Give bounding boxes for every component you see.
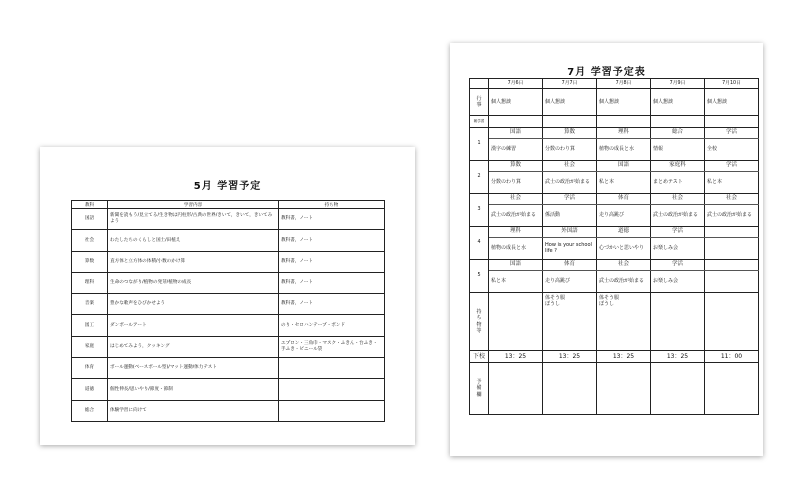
july-notes-row	[470, 363, 759, 415]
notes-cell	[543, 363, 597, 415]
may-items	[279, 379, 385, 400]
period-subject-row	[470, 227, 759, 238]
may-row	[72, 400, 385, 421]
period-subject: 社会	[651, 194, 705, 205]
event-cell: 個人懇談	[705, 89, 759, 116]
event-cell: 個人懇談	[489, 89, 543, 116]
may-title: 5月 学習予定	[193, 181, 262, 192]
period-subject: 学活	[651, 260, 705, 271]
period-subject: 学活	[705, 128, 759, 139]
period-subject: 道徳	[597, 227, 651, 238]
may-items: 教科書，ノート	[279, 294, 385, 315]
period-subject	[705, 260, 759, 271]
may-content: 生命のつながり/植物の発芽/植物の成長	[108, 272, 279, 293]
period-subject: 国語	[489, 260, 543, 271]
period-content: 全校	[705, 138, 759, 161]
period-content: 係活動	[543, 204, 597, 227]
date-cell: 7月9日	[651, 79, 705, 89]
may-items	[279, 400, 385, 421]
period-number: 5	[470, 260, 489, 293]
may-row	[72, 230, 385, 251]
may-subject: 算数	[72, 251, 108, 272]
may-content: ダンボールアート	[108, 315, 279, 336]
period-subject: 社会	[543, 161, 597, 172]
may-subject: 国語	[72, 209, 108, 230]
period-subject-row	[470, 161, 759, 172]
july-title: 7月 学習予定表	[567, 67, 646, 78]
period-number: 3	[470, 194, 489, 227]
may-items: エプロン・三角巾・マスク・ふきん・台ふき・手ふき・ビニール袋	[279, 336, 385, 357]
morning-cell	[597, 116, 651, 128]
date-cell: 7月6日	[489, 79, 543, 89]
date-cell: 7月7日	[543, 79, 597, 89]
period-content: 武士の政治が始まる	[543, 171, 597, 194]
period-content: お楽しみ会	[651, 270, 705, 293]
period-content: 走り高跳び	[543, 270, 597, 293]
period-subject-row	[470, 260, 759, 271]
period-content	[705, 270, 759, 293]
morning-label: 朝学習	[470, 116, 489, 128]
items-label	[470, 293, 489, 351]
may-content: 新聞を読もう/見立てる/生き物は円柱形/古典の世界/きいて，きいて，きいてみよう	[108, 209, 279, 230]
period-content: How is your school life ?	[543, 237, 597, 260]
period-subject: 総合	[651, 128, 705, 139]
may-content: はじめてみよう，クッキング	[108, 336, 279, 357]
corner-cell	[470, 79, 489, 89]
event-label	[470, 89, 489, 116]
may-row	[72, 379, 385, 400]
items-cell: 体そう服 ぼうし	[597, 293, 651, 351]
period-subject: 学活	[705, 161, 759, 172]
notes-label-text: 予備欄	[476, 378, 482, 398]
period-subject: 体育	[597, 194, 651, 205]
period-subject: 理科	[597, 128, 651, 139]
may-items: 教科書，ノート	[279, 272, 385, 293]
period-content-row	[470, 270, 759, 293]
period-subject	[705, 227, 759, 238]
may-items	[279, 358, 385, 379]
july-morning-row	[470, 116, 759, 128]
event-cell: 個人懇談	[543, 89, 597, 116]
may-row	[72, 358, 385, 379]
period-content: 漢字の練習	[489, 138, 543, 161]
period-content: 武士の政治が始まる	[489, 204, 543, 227]
period-subject: 算数	[489, 161, 543, 172]
period-content-row	[470, 204, 759, 227]
notes-label	[470, 363, 489, 415]
period-number: 1	[470, 128, 489, 161]
items-label-text: 持ち物等	[476, 308, 482, 334]
may-row	[72, 315, 385, 336]
period-content: 私と本	[597, 171, 651, 194]
may-content: 個性伸長/思いやり/節度・節制	[108, 379, 279, 400]
notes-cell	[489, 363, 543, 415]
period-content: 走り高跳び	[597, 204, 651, 227]
period-content-row	[470, 237, 759, 260]
may-row	[72, 272, 385, 293]
period-subject: 家庭科	[651, 161, 705, 172]
dismissal-time: 13：25	[651, 351, 705, 363]
period-content: お楽しみ会	[651, 237, 705, 260]
period-subject: 国語	[597, 161, 651, 172]
may-content: 豊かな歌声をひびかせよう	[108, 294, 279, 315]
july-dismissal-row	[470, 351, 759, 363]
may-schedule-sheet	[40, 147, 415, 445]
july-schedule-sheet	[450, 43, 763, 456]
header-content: 学習内容	[108, 201, 279, 209]
may-row	[72, 209, 385, 230]
event-label-text: 行事	[476, 95, 482, 108]
items-cell	[489, 293, 543, 351]
period-subject-row	[470, 194, 759, 205]
period-subject: 学活	[543, 194, 597, 205]
period-subject: 体育	[543, 260, 597, 271]
period-content: 武士の政治が始まる	[705, 204, 759, 227]
header-items: 持ち物	[279, 201, 385, 209]
period-subject: 理科	[489, 227, 543, 238]
period-content: 植物の成長と水	[597, 138, 651, 161]
july-date-row	[470, 79, 759, 89]
header-subject: 教科	[72, 201, 108, 209]
period-content: まとめテスト	[651, 171, 705, 194]
may-subject: 体育	[72, 358, 108, 379]
date-cell: 7月10日	[705, 79, 759, 89]
may-items: のり・セロハンテープ・ボンド	[279, 315, 385, 336]
may-subject: 道徳	[72, 379, 108, 400]
may-schedule-table	[71, 200, 385, 422]
may-subject: 図工	[72, 315, 108, 336]
july-schedule-table	[469, 78, 759, 415]
period-content: 心づかいと思いやり	[597, 237, 651, 260]
period-content: 分数のわり算	[543, 138, 597, 161]
date-cell: 7月8日	[597, 79, 651, 89]
dismissal-time: 13：25	[597, 351, 651, 363]
period-subject: 国語	[489, 128, 543, 139]
may-subject: 音楽	[72, 294, 108, 315]
period-content-row	[470, 171, 759, 194]
period-subject: 社会	[489, 194, 543, 205]
period-number: 4	[470, 227, 489, 260]
july-event-row	[470, 89, 759, 116]
notes-cell	[651, 363, 705, 415]
items-cell: 体そう服 ぼうし	[543, 293, 597, 351]
may-subject: 総合	[72, 400, 108, 421]
may-content: 直方体と立方体の体積/小数のかけ算	[108, 251, 279, 272]
period-content: 情報	[651, 138, 705, 161]
event-cell: 個人懇談	[597, 89, 651, 116]
dismissal-time: 13：25	[543, 351, 597, 363]
morning-cell	[543, 116, 597, 128]
may-content: 体験学習に向けて	[108, 400, 279, 421]
morning-cell	[489, 116, 543, 128]
morning-cell	[651, 116, 705, 128]
may-items: 教科書，ノート	[279, 230, 385, 251]
period-number: 2	[470, 161, 489, 194]
may-header-row	[72, 201, 385, 209]
dismissal-time: 11：00	[705, 351, 759, 363]
period-subject: 社会	[705, 194, 759, 205]
notes-cell	[705, 363, 759, 415]
may-subject: 理科	[72, 272, 108, 293]
period-content: 武士の政治が始まる	[597, 270, 651, 293]
dismissal-time: 13：25	[489, 351, 543, 363]
may-row	[72, 336, 385, 357]
may-subject: 家庭	[72, 336, 108, 357]
items-cell	[651, 293, 705, 351]
event-cell: 個人懇談	[651, 89, 705, 116]
period-content: 分数のわり算	[489, 171, 543, 194]
period-subject-row	[470, 128, 759, 139]
period-content: 武士の政治が始まる	[651, 204, 705, 227]
period-content	[705, 237, 759, 260]
dismissal-label: 下校	[470, 351, 489, 363]
morning-cell	[705, 116, 759, 128]
items-cell	[705, 293, 759, 351]
may-row	[72, 251, 385, 272]
may-items: 教科書，ノート	[279, 209, 385, 230]
july-items-row	[470, 293, 759, 351]
period-subject: 社会	[597, 260, 651, 271]
period-subject: 外国語	[543, 227, 597, 238]
may-items: 教科書，ノート	[279, 251, 385, 272]
period-content: 植物の成長と水	[489, 237, 543, 260]
notes-cell	[597, 363, 651, 415]
period-content: 私と本	[705, 171, 759, 194]
period-content: 私と本	[489, 270, 543, 293]
period-content-row	[470, 138, 759, 161]
period-subject: 学活	[651, 227, 705, 238]
may-content: わたしたちのくらしと国土/田植え	[108, 230, 279, 251]
may-subject: 社会	[72, 230, 108, 251]
may-row	[72, 294, 385, 315]
may-content: ボール運動(ベースボール型)/マット運動/体力テスト	[108, 358, 279, 379]
period-subject: 算数	[543, 128, 597, 139]
